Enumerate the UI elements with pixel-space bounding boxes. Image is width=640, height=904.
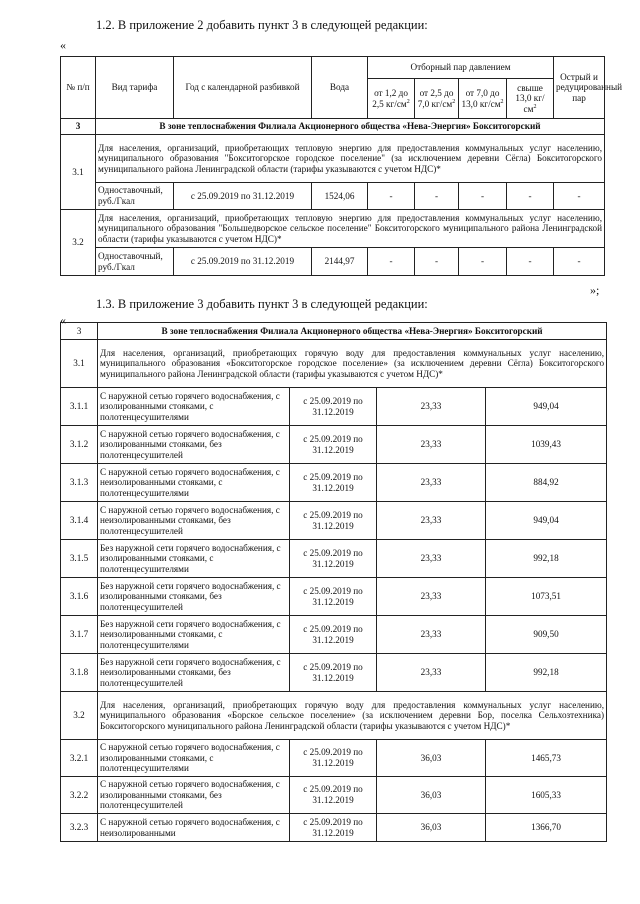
row-num: 3.1.8 <box>61 654 98 692</box>
row-name: С наружной сетью горячего водоснабжения, с неизолированными <box>98 814 290 842</box>
tariff-period: с 25.09.2019 по 31.12.2019 <box>174 183 312 210</box>
steam-value: - <box>368 183 415 210</box>
row-name: С наружной сетью горячего водоснабжения, с изолированными стояками, без полотенцесушителей <box>98 426 290 464</box>
table-row <box>61 426 607 464</box>
row-num: 3.1.4 <box>61 502 98 540</box>
table-row <box>61 464 607 502</box>
row-num: 3.2.1 <box>61 740 98 777</box>
header-tariff-type: Вид тарифа <box>96 57 174 119</box>
row-value-1: 23,33 <box>377 464 486 502</box>
heat-tariff-table <box>60 56 623 276</box>
table-row <box>61 654 607 692</box>
group-description: Для населения, организаций, приобретающих тепловую энергию для предоставления коммунальных услуг населению, муниципального образования "Большедворское сельское поселение" Бокситогорского муниципального района Ленинградской области (тарифы указываются с учетом НДС)* <box>96 210 605 248</box>
steam-value: - <box>415 248 459 276</box>
row-num: 3.2.2 <box>61 777 98 814</box>
row-value-2: 1073,51 <box>486 578 607 616</box>
row-value-2: 1605,33 <box>486 777 607 814</box>
row-num: 3.2.3 <box>61 814 98 842</box>
row-num: 3.1.5 <box>61 540 98 578</box>
row-period: с 25.09.2019 по 31.12.2019 <box>290 426 377 464</box>
header-sharp-steam: Острый и редуцированный пар <box>554 57 605 119</box>
row-value-2: 992,18 <box>486 540 607 578</box>
row-value-2: 949,04 <box>486 502 607 540</box>
table-row <box>61 540 607 578</box>
row-name: С наружной сетью горячего водоснабжения, с изолированными стояками, с полотенцесушителями <box>98 740 290 777</box>
steam-value: - <box>554 248 605 276</box>
header-steam-2: от 2,5 до 7,0 $кг/см^2$ <box>415 79 459 119</box>
row-value-1: 23,33 <box>377 654 486 692</box>
row-value-2: 1039,43 <box>486 426 607 464</box>
row-value-2: 909,50 <box>486 616 607 654</box>
header-steam-4: свыше 13,0 $кг/см^2$ <box>507 79 554 119</box>
water-value: 2144,97 <box>312 248 368 276</box>
steam-value: - <box>507 248 554 276</box>
section1-close-quote: »; <box>590 283 600 297</box>
section2-open-quote: « <box>60 313 66 327</box>
header-year: Год с календарной разбивкой <box>174 57 312 119</box>
row-name: С наружной сетью горячего водоснабжения, с неизолированными стояками, с полотенцесушителями <box>98 464 290 502</box>
row-period: с 25.09.2019 по 31.12.2019 <box>290 502 377 540</box>
row-period: с 25.09.2019 по 31.12.2019 <box>290 388 377 426</box>
table-row <box>61 777 607 814</box>
row-period: с 25.09.2019 по 31.12.2019 <box>290 654 377 692</box>
steam-value: - <box>507 183 554 210</box>
row-name: С наружной сетью горячего водоснабжения, с изолированными стояками, без полотенцесушителей <box>98 777 290 814</box>
steam-value: - <box>459 183 507 210</box>
row-period: с 25.09.2019 по 31.12.2019 <box>290 578 377 616</box>
header-num: № п/п <box>61 57 96 119</box>
row-value-1: 23,33 <box>377 616 486 654</box>
section1-heading: 1.2. В приложение 2 добавить пункт 3 в следующей редакции: <box>96 18 428 32</box>
header-steam-3: от 7,0 до 13,0 $кг/см^2$ <box>459 79 507 119</box>
water-value: 1524,06 <box>312 183 368 210</box>
row-name: Без наружной сети горячего водоснабжения, с изолированными стояками, без полотенцесушителей <box>98 578 290 616</box>
zone-title: В зоне теплоснабжения Филиала Акционерного общества «Нева-Энергия» Бокситогорский <box>98 323 607 340</box>
table-row <box>61 616 607 654</box>
hot-water-tariff-table <box>60 322 607 842</box>
row-value-2: 992,18 <box>486 654 607 692</box>
group-num: 3.1 <box>61 135 96 210</box>
header-steam-group: Отборный пар давлением <box>368 57 554 79</box>
row-value-1: 23,33 <box>377 578 486 616</box>
group-num: 3.2 <box>61 692 98 740</box>
row-value-2: 1366,70 <box>486 814 607 842</box>
row-num: 3.1.3 <box>61 464 98 502</box>
header-steam-1: от 1,2 до 2,5 $кг/см^2$ <box>368 79 415 119</box>
zone-title: В зоне теплоснабжения Филиала Акционерного общества «Нева-Энергия» Бокситогорский <box>96 119 605 135</box>
row-num: 3.1.1 <box>61 388 98 426</box>
table-row <box>61 740 607 777</box>
row-num: 3.1.7 <box>61 616 98 654</box>
table-row <box>61 578 607 616</box>
row-value-1: 23,33 <box>377 502 486 540</box>
steam-value: - <box>459 248 507 276</box>
row-value-1: 23,33 <box>377 426 486 464</box>
row-name: С наружной сетью горячего водоснабжения, с изолированными стояками, с полотенцесушителями <box>98 388 290 426</box>
row-period: с 25.09.2019 по 31.12.2019 <box>290 464 377 502</box>
tariff-type: Одноставочный, руб./Гкал <box>96 248 174 276</box>
row-name: Без наружной сети горячего водоснабжения, с изолированными стояками, с полотенцесушителями <box>98 540 290 578</box>
row-value-1: 36,03 <box>377 740 486 777</box>
table-row <box>61 502 607 540</box>
zone-num: 3 <box>61 119 96 135</box>
row-value-2: 884,92 <box>486 464 607 502</box>
row-value-1: 23,33 <box>377 388 486 426</box>
section2-heading: 1.3. В приложение 3 добавить пункт 3 в следующей редакции: <box>96 297 428 311</box>
row-name: Без наружной сети горячего водоснабжения, с неизолированными стояками, без полотенцесушителей <box>98 654 290 692</box>
section1-open-quote: « <box>60 38 66 52</box>
row-num: 3.1.6 <box>61 578 98 616</box>
group-description: Для населения, организаций, приобретающих горячую воду для предоставления коммунальных услуг населению, муниципального образования «Борское сельское поселение» (за исключением деревни Бор, поселка Сельхозтехника) Бокситогорского муниципального района Ленинградской области (тарифы указываются с учетом НДС)* <box>98 692 607 740</box>
table-row <box>61 814 607 842</box>
row-period: с 25.09.2019 по 31.12.2019 <box>290 740 377 777</box>
row-value-2: 949,04 <box>486 388 607 426</box>
steam-value: - <box>368 248 415 276</box>
row-name: С наружной сетью горячего водоснабжения, с неизолированными стояками, без полотенцесушителей <box>98 502 290 540</box>
row-value-1: 36,03 <box>377 777 486 814</box>
row-name: Без наружной сети горячего водоснабжения, с неизолированными стояками, с полотенцесушителями <box>98 616 290 654</box>
row-num: 3.1.2 <box>61 426 98 464</box>
table-row <box>61 388 607 426</box>
group-num: 3.2 <box>61 210 96 276</box>
steam-value: - <box>554 183 605 210</box>
row-value-1: 36,03 <box>377 814 486 842</box>
group-description: Для населения, организаций, приобретающих тепловую энергию для предоставления коммунальных услуг населению, муниципального образования "Бокситогорское городское поселение" (за исключением деревни Сёгла) Бокситогорского муниципального района Ленинградской области (тарифы указываются с учетом НДС)* <box>96 135 605 183</box>
zone-num: 3 <box>61 323 98 340</box>
tariff-period: с 25.09.2019 по 31.12.2019 <box>174 248 312 276</box>
row-value-2: 1465,73 <box>486 740 607 777</box>
row-period: с 25.09.2019 по 31.12.2019 <box>290 777 377 814</box>
row-period: с 25.09.2019 по 31.12.2019 <box>290 540 377 578</box>
row-value-1: 23,33 <box>377 540 486 578</box>
tariff-type: Одноставочный, руб./Гкал <box>96 183 174 210</box>
group-num: 3.1 <box>61 340 98 388</box>
steam-value: - <box>415 183 459 210</box>
row-period: с 25.09.2019 по 31.12.2019 <box>290 616 377 654</box>
row-period: с 25.09.2019 по 31.12.2019 <box>290 814 377 842</box>
header-water: Вода <box>312 57 368 119</box>
group-description: Для населения, организаций, приобретающих горячую воду для предоставления коммунальных услуг населению, муниципального образования «Бокситогорское городское поселение» (за исключением деревни Сёгла) Бокситогорского муниципального района Ленинградской области (тарифы указываются с учетом НДС)* <box>98 340 607 388</box>
